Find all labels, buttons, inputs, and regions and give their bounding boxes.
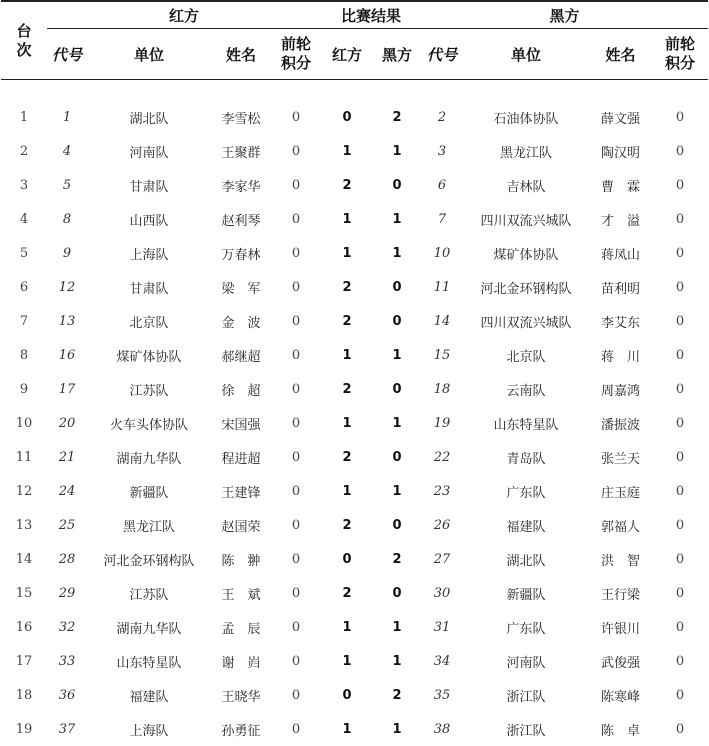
red-unit-cell: 火车头体协队 (87, 406, 211, 440)
black-unit-cell: 湖北队 (463, 542, 589, 576)
red-unit-cell: 山东特星队 (87, 644, 211, 678)
table-row (1, 100, 708, 134)
black-unit-cell: 四川双流兴城队 (463, 202, 589, 236)
red-name-cell: 李家华 (211, 168, 271, 202)
header-red-prev-points: 前轮积分 (271, 29, 321, 80)
black-name-cell: 陈 卓 (589, 712, 652, 746)
black-unit-cell: 浙江队 (463, 712, 589, 746)
red-unit-cell: 新疆队 (87, 474, 211, 508)
red-name-cell: 万春林 (211, 236, 271, 270)
red-name-cell: 赵利琴 (211, 202, 271, 236)
red-unit-cell: 河南队 (87, 134, 211, 168)
black-code-cell: 6 (421, 168, 463, 202)
black-code-cell: 18 (421, 372, 463, 406)
red-score-cell: 2 (321, 576, 373, 610)
black-score-cell: 0 (373, 304, 421, 338)
red-code-cell: 1 (47, 100, 87, 134)
header-red-code: 代号 (47, 29, 87, 80)
table-row (1, 338, 708, 372)
red-code-cell: 37 (47, 712, 87, 746)
red-unit-cell: 黑龙江队 (87, 508, 211, 542)
red-unit-cell: 湖北队 (87, 100, 211, 134)
black-score-cell: 1 (373, 610, 421, 644)
red-score-cell: 0 (321, 100, 373, 134)
black-name-cell: 苗利明 (589, 270, 652, 304)
black-name-cell: 庄玉庭 (589, 474, 652, 508)
red-score-cell: 2 (321, 508, 373, 542)
black-score-cell: 1 (373, 338, 421, 372)
black-code-cell: 38 (421, 712, 463, 746)
red-code-cell: 16 (47, 338, 87, 372)
black-code-cell: 34 (421, 644, 463, 678)
header-red-side: 红方 (47, 2, 321, 29)
red-score-cell: 1 (321, 134, 373, 168)
black-prev-points-cell: 0 (652, 508, 708, 542)
table-row (1, 610, 708, 644)
table-row (1, 406, 708, 440)
table-header (1, 1, 708, 80)
table-row (1, 474, 708, 508)
black-score-cell: 1 (373, 134, 421, 168)
black-code-cell: 19 (421, 406, 463, 440)
red-name-cell: 谢 岿 (211, 644, 271, 678)
red-code-cell: 13 (47, 304, 87, 338)
red-name-cell: 金 波 (211, 304, 271, 338)
red-score-cell: 1 (321, 644, 373, 678)
black-unit-cell: 北京队 (463, 338, 589, 372)
black-code-cell: 14 (421, 304, 463, 338)
black-prev-points-cell: 0 (652, 440, 708, 474)
table-no-cell: 15 (1, 576, 47, 610)
table-row (1, 236, 708, 270)
red-prev-points-cell: 0 (271, 406, 321, 440)
header-result-black: 黑方 (373, 29, 421, 80)
black-prev-points-cell: 0 (652, 406, 708, 440)
black-name-cell: 李艾东 (589, 304, 652, 338)
header-red-unit: 单位 (87, 29, 211, 80)
black-prev-points-cell: 0 (652, 610, 708, 644)
black-unit-cell: 河北金环钢构队 (463, 270, 589, 304)
red-name-cell: 郝继超 (211, 338, 271, 372)
red-code-cell: 36 (47, 678, 87, 712)
red-prev-points-cell: 0 (271, 270, 321, 304)
red-score-cell: 1 (321, 474, 373, 508)
red-code-cell: 20 (47, 406, 87, 440)
red-name-cell: 陈 翀 (211, 542, 271, 576)
red-prev-points-cell: 0 (271, 338, 321, 372)
red-name-cell: 王聚群 (211, 134, 271, 168)
table-row (1, 644, 708, 678)
red-unit-cell: 湖南九华队 (87, 610, 211, 644)
black-code-cell: 7 (421, 202, 463, 236)
red-prev-points-cell: 0 (271, 134, 321, 168)
red-prev-points-cell: 0 (271, 508, 321, 542)
black-code-cell: 2 (421, 100, 463, 134)
black-score-cell: 2 (373, 100, 421, 134)
table-no-cell: 2 (1, 134, 47, 168)
black-unit-cell: 四川双流兴城队 (463, 304, 589, 338)
black-score-cell: 2 (373, 542, 421, 576)
red-score-cell: 2 (321, 440, 373, 474)
black-prev-points-cell: 0 (652, 372, 708, 406)
red-name-cell: 徐 超 (211, 372, 271, 406)
red-prev-points-cell: 0 (271, 644, 321, 678)
black-name-cell: 郭福人 (589, 508, 652, 542)
black-code-cell: 35 (421, 678, 463, 712)
table-row (1, 440, 708, 474)
red-code-cell: 24 (47, 474, 87, 508)
red-unit-cell: 上海队 (87, 712, 211, 746)
red-code-cell: 28 (47, 542, 87, 576)
red-unit-cell: 煤矿体协队 (87, 338, 211, 372)
black-code-cell: 23 (421, 474, 463, 508)
table-row (1, 576, 708, 610)
black-code-cell: 30 (421, 576, 463, 610)
table-row (1, 202, 708, 236)
black-name-cell: 张兰天 (589, 440, 652, 474)
red-name-cell: 孙勇征 (211, 712, 271, 746)
red-score-cell: 2 (321, 304, 373, 338)
header-result-red: 红方 (321, 29, 373, 80)
red-code-cell: 25 (47, 508, 87, 542)
black-unit-cell: 广东队 (463, 610, 589, 644)
black-prev-points-cell: 0 (652, 644, 708, 678)
red-name-cell: 程进超 (211, 440, 271, 474)
header-result: 比赛结果 (321, 2, 421, 29)
black-prev-points-cell: 0 (652, 712, 708, 746)
black-name-cell: 陈寒峰 (589, 678, 652, 712)
red-name-cell: 李雪松 (211, 100, 271, 134)
black-code-cell: 11 (421, 270, 463, 304)
red-name-cell: 赵国荣 (211, 508, 271, 542)
red-name-cell: 王晓华 (211, 678, 271, 712)
table-row (1, 304, 708, 338)
black-unit-cell: 煤矿体协队 (463, 236, 589, 270)
table-row (1, 678, 708, 712)
red-unit-cell: 河北金环钢构队 (87, 542, 211, 576)
table-no-cell: 11 (1, 440, 47, 474)
table-no-cell: 12 (1, 474, 47, 508)
red-unit-cell: 福建队 (87, 678, 211, 712)
black-score-cell: 1 (373, 712, 421, 746)
table-row (1, 508, 708, 542)
black-name-cell: 薛文强 (589, 100, 652, 134)
table-no-cell: 14 (1, 542, 47, 576)
black-prev-points-cell: 0 (652, 338, 708, 372)
red-code-cell: 4 (47, 134, 87, 168)
black-unit-cell: 广东队 (463, 474, 589, 508)
red-unit-cell: 江苏队 (87, 372, 211, 406)
table-no-cell: 13 (1, 508, 47, 542)
red-unit-cell: 北京队 (87, 304, 211, 338)
red-unit-cell: 湖南九华队 (87, 440, 211, 474)
black-score-cell: 0 (373, 508, 421, 542)
red-score-cell: 0 (321, 542, 373, 576)
red-code-cell: 9 (47, 236, 87, 270)
black-score-cell: 0 (373, 372, 421, 406)
red-score-cell: 0 (321, 678, 373, 712)
red-score-cell: 1 (321, 202, 373, 236)
black-prev-points-cell: 0 (652, 100, 708, 134)
table-no-cell: 7 (1, 304, 47, 338)
black-score-cell: 1 (373, 406, 421, 440)
header-black-prev-points: 前轮积分 (652, 29, 708, 80)
red-code-cell: 17 (47, 372, 87, 406)
red-name-cell: 宋国强 (211, 406, 271, 440)
table-row (1, 168, 708, 202)
black-name-cell: 曹 霖 (589, 168, 652, 202)
red-name-cell: 梁 军 (211, 270, 271, 304)
table-no-cell: 10 (1, 406, 47, 440)
black-unit-cell: 福建队 (463, 508, 589, 542)
black-prev-points-cell: 0 (652, 474, 708, 508)
black-prev-points-cell: 0 (652, 678, 708, 712)
red-code-cell: 12 (47, 270, 87, 304)
black-score-cell: 1 (373, 202, 421, 236)
black-code-cell: 15 (421, 338, 463, 372)
red-score-cell: 2 (321, 168, 373, 202)
black-code-cell: 27 (421, 542, 463, 576)
header-black-name: 姓名 (589, 29, 652, 80)
table-no-cell: 1 (1, 100, 47, 134)
black-name-cell: 许银川 (589, 610, 652, 644)
red-unit-cell: 山西队 (87, 202, 211, 236)
red-unit-cell: 上海队 (87, 236, 211, 270)
pairing-table (1, 0, 708, 746)
red-prev-points-cell: 0 (271, 542, 321, 576)
black-unit-cell: 云南队 (463, 372, 589, 406)
red-score-cell: 1 (321, 236, 373, 270)
red-unit-cell: 江苏队 (87, 576, 211, 610)
red-unit-cell: 甘肃队 (87, 270, 211, 304)
table-no-cell: 17 (1, 644, 47, 678)
black-prev-points-cell: 0 (652, 134, 708, 168)
header-table-no: 台次 (1, 2, 47, 80)
black-score-cell: 1 (373, 644, 421, 678)
black-prev-points-cell: 0 (652, 270, 708, 304)
black-score-cell: 2 (373, 678, 421, 712)
black-unit-cell: 浙江队 (463, 678, 589, 712)
black-name-cell: 才 溢 (589, 202, 652, 236)
black-score-cell: 0 (373, 168, 421, 202)
black-name-cell: 蒋凤山 (589, 236, 652, 270)
red-score-cell: 2 (321, 270, 373, 304)
table-row (1, 712, 708, 746)
table-no-cell: 18 (1, 678, 47, 712)
red-prev-points-cell: 0 (271, 440, 321, 474)
table-row (1, 542, 708, 576)
black-prev-points-cell: 0 (652, 236, 708, 270)
black-unit-cell: 山东特星队 (463, 406, 589, 440)
black-score-cell: 0 (373, 270, 421, 304)
red-score-cell: 1 (321, 406, 373, 440)
black-code-cell: 10 (421, 236, 463, 270)
black-unit-cell: 新疆队 (463, 576, 589, 610)
black-unit-cell: 吉林队 (463, 168, 589, 202)
red-code-cell: 8 (47, 202, 87, 236)
black-unit-cell: 石油体协队 (463, 100, 589, 134)
red-prev-points-cell: 0 (271, 168, 321, 202)
black-code-cell: 3 (421, 134, 463, 168)
red-code-cell: 33 (47, 644, 87, 678)
black-name-cell: 王行梁 (589, 576, 652, 610)
red-prev-points-cell: 0 (271, 202, 321, 236)
black-name-cell: 武俊强 (589, 644, 652, 678)
black-name-cell: 洪 智 (589, 542, 652, 576)
black-score-cell: 0 (373, 440, 421, 474)
table-row (1, 372, 708, 406)
black-code-cell: 31 (421, 610, 463, 644)
table-no-cell: 6 (1, 270, 47, 304)
black-prev-points-cell: 0 (652, 304, 708, 338)
red-prev-points-cell: 0 (271, 100, 321, 134)
black-name-cell: 周嘉鸿 (589, 372, 652, 406)
red-score-cell: 2 (321, 372, 373, 406)
black-code-cell: 22 (421, 440, 463, 474)
black-prev-points-cell: 0 (652, 202, 708, 236)
table-no-cell: 19 (1, 712, 47, 746)
black-prev-points-cell: 0 (652, 576, 708, 610)
red-code-cell: 5 (47, 168, 87, 202)
table-no-cell: 5 (1, 236, 47, 270)
black-name-cell: 蒋 川 (589, 338, 652, 372)
red-score-cell: 1 (321, 338, 373, 372)
red-prev-points-cell: 0 (271, 304, 321, 338)
black-prev-points-cell: 0 (652, 168, 708, 202)
header-black-side: 黑方 (421, 2, 708, 29)
red-prev-points-cell: 0 (271, 236, 321, 270)
header-black-code: 代号 (421, 29, 463, 80)
black-prev-points-cell: 0 (652, 542, 708, 576)
table-row (1, 134, 708, 168)
red-prev-points-cell: 0 (271, 372, 321, 406)
table-no-cell: 9 (1, 372, 47, 406)
red-code-cell: 21 (47, 440, 87, 474)
table-no-cell: 3 (1, 168, 47, 202)
pairing-rows (1, 80, 708, 746)
red-prev-points-cell: 0 (271, 712, 321, 746)
black-name-cell: 潘振波 (589, 406, 652, 440)
red-prev-points-cell: 0 (271, 474, 321, 508)
black-unit-cell: 黑龙江队 (463, 134, 589, 168)
red-prev-points-cell: 0 (271, 678, 321, 712)
header-red-name: 姓名 (211, 29, 271, 80)
black-unit-cell: 河南队 (463, 644, 589, 678)
red-name-cell: 孟 辰 (211, 610, 271, 644)
red-score-cell: 1 (321, 712, 373, 746)
table-no-cell: 8 (1, 338, 47, 372)
red-unit-cell: 甘肃队 (87, 168, 211, 202)
red-prev-points-cell: 0 (271, 576, 321, 610)
black-score-cell: 0 (373, 576, 421, 610)
black-unit-cell: 青岛队 (463, 440, 589, 474)
red-name-cell: 王建锋 (211, 474, 271, 508)
red-code-cell: 29 (47, 576, 87, 610)
header-black-unit: 单位 (463, 29, 589, 80)
black-score-cell: 1 (373, 236, 421, 270)
table-row (1, 270, 708, 304)
black-code-cell: 26 (421, 508, 463, 542)
black-score-cell: 1 (373, 474, 421, 508)
black-name-cell: 陶汉明 (589, 134, 652, 168)
table-no-cell: 4 (1, 202, 47, 236)
red-name-cell: 王 斌 (211, 576, 271, 610)
red-prev-points-cell: 0 (271, 610, 321, 644)
red-score-cell: 1 (321, 610, 373, 644)
table-no-cell: 16 (1, 610, 47, 644)
red-code-cell: 32 (47, 610, 87, 644)
